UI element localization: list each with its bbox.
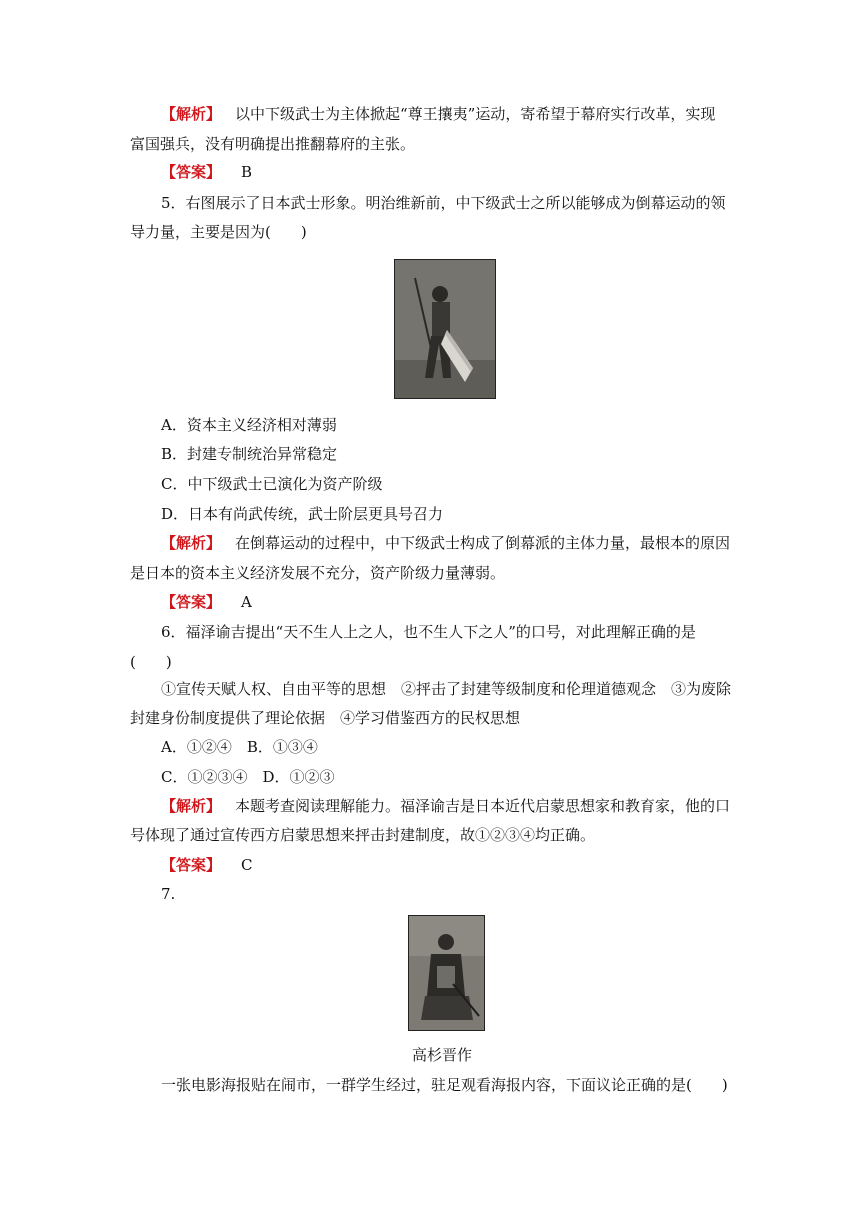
analysis-tag: 【解析】 [161,105,222,123]
answer-value: C [241,856,253,874]
answer-tag: 【答案】 [161,856,222,874]
answer-tag: 【答案】 [161,163,222,181]
q6-statements-line2: 封建身份制度提供了理论依据 ④学习借鉴西方的民权思想 [130,709,521,727]
q5-answer [161,592,252,612]
answer-tag: 【答案】 [161,593,222,611]
q6-stem-line2: ( ) [130,653,172,671]
analysis-tag: 【解析】 [161,797,222,815]
analysis-text: 本题考查阅读理解能力。福泽谕吉是日本近代启蒙思想家和教育家，他的口 [235,797,731,815]
q5-analysis-line2: 是日本的资本主义经济发展不充分，资产阶级力量薄弱。 [130,564,506,582]
q6-analysis-line2: 号体现了通过宣传西方启蒙思想来抨击封建制度，故①②③④均正确。 [130,826,596,844]
q6-answer [161,855,253,875]
analysis-tag: 【解析】 [161,534,222,552]
q5-stem-line2: 导力量，主要是因为( ) [130,223,307,241]
q5-option-a: A．资本主义经济相对薄弱 [161,416,337,434]
q6-statements-line1: ①宣传天赋人权、自由平等的思想 ②抨击了封建等级制度和伦理道德观念 ③为废除 [161,680,732,698]
q6-options-line2: C．①②③④ D．①②③ [161,768,335,786]
q7-stem: 7. [161,885,176,903]
q5-analysis-line1 [161,533,730,553]
takasugi-portrait-photo [408,915,485,1031]
q4-answer [161,162,252,182]
q6-stem-line1: 6．福泽谕吉提出“天不生人上之人，也不生人下之人”的口号，对此理解正确的是 [161,623,696,641]
samurai-photo [394,259,496,399]
q7-text-line: 一张电影海报贴在闹市，一群学生经过，驻足观看海报内容，下面议论正确的是( ) [161,1076,728,1094]
q4-analysis-line2: 富国强兵，没有明确提出推翻幕府的主张。 [130,135,416,153]
q6-options-line1: A．①②④ B．①③④ [161,738,318,756]
q5-option-b: B．封建专制统治异常稳定 [161,445,338,463]
q5-option-d: D．日本有尚武传统，武士阶层更具号召力 [161,505,444,523]
photo-caption: 高杉晋作 [412,1046,473,1064]
analysis-text: 以中下级武士为主体掀起“尊王攘夷”运动，寄希望于幕府实行改革，实现 [235,105,716,123]
q6-analysis-line1 [161,796,730,816]
analysis-text: 在倒幕运动的过程中，中下级武士构成了倒幕派的主体力量，最根本的原因 [235,534,731,552]
answer-value: B [241,163,253,181]
answer-value: A [241,593,252,611]
q5-option-c: C．中下级武士已演化为资产阶级 [161,475,383,493]
q4-analysis-line1 [161,104,715,124]
q5-stem-line1: 5．右图展示了日本武士形象。明治维新前，中下级武士之所以能够成为倒幕运动的领 [161,194,726,212]
